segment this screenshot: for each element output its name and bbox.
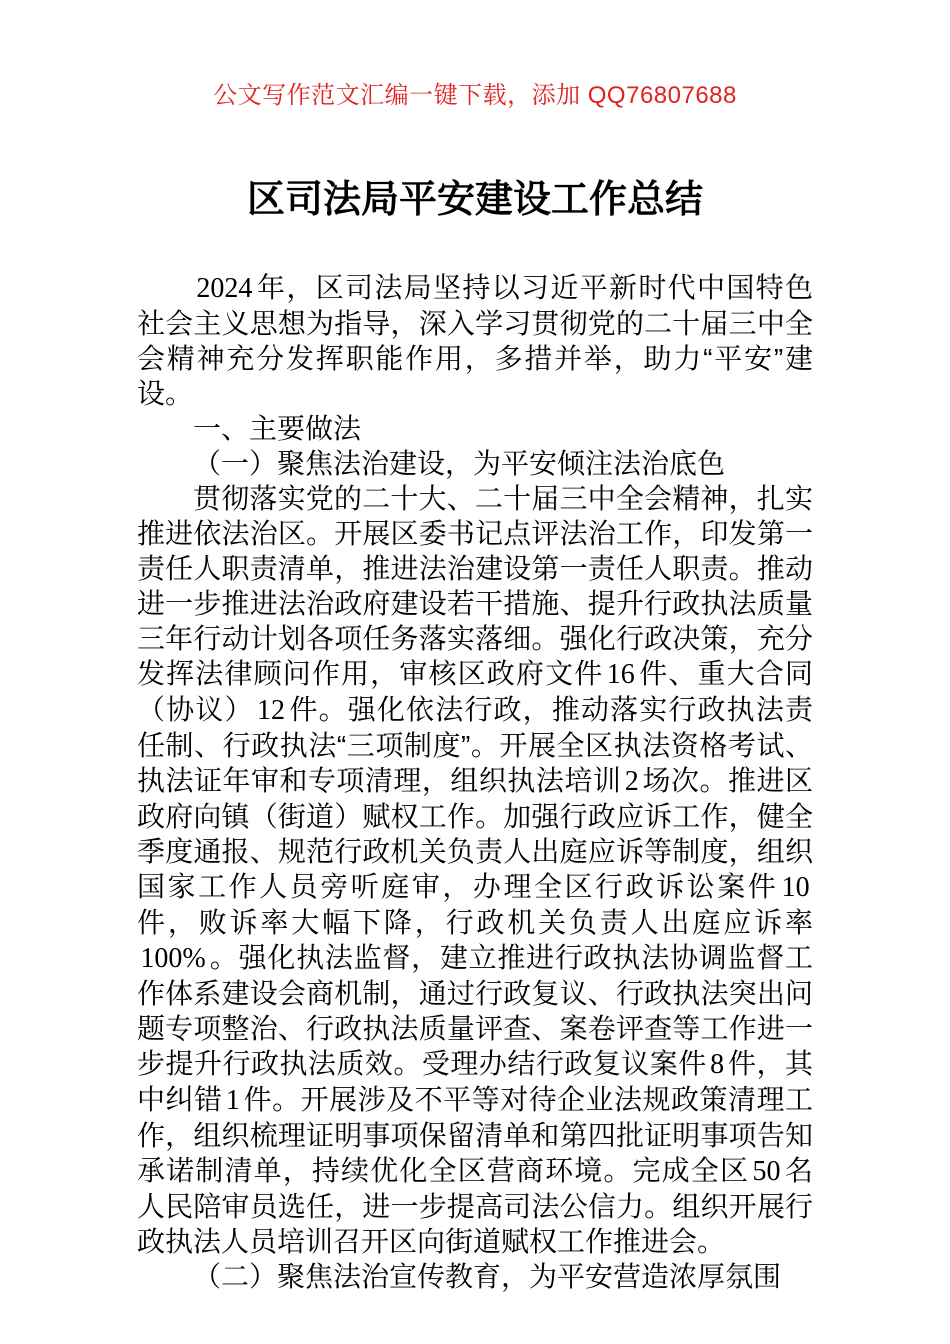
- document-title: 区司法局平安建设工作总结: [246, 179, 703, 221]
- promo-banner-text: 公文写作范文汇编一键下载，添加 QQ76807688: [213, 82, 737, 109]
- subsection-heading-1-1: （一）聚焦法治建设，为平安倾注法治底色: [193, 448, 726, 479]
- section-heading-1: 一、主要做法: [193, 413, 362, 444]
- paragraph-intro: 2024 年，区司法局坚持以习近平新时代中国特色社会主义思想为指导，深入学习贯彻党的二十届三中全会精神充分发挥职能作用，多措并举，助力“平安”建设。: [137, 272, 813, 409]
- document-body: [137, 270, 813, 1294]
- subsection-heading-1-2: （二）聚焦法治宣传教育，为平安营造浓厚氛围: [193, 1261, 782, 1292]
- paragraph-section-1-1: 贯彻落实党的二十大、二十届三中全会精神，扎实推进依法治区。开展区委书记点评法治工作，印发第一责任人职责清单，推进法治建设第一责任人职责。推动进一步推进法治政府建设若干措施、提升行政执法质量三年行动计划各项任务落实落细。强化行政决策，充分发挥法律顾问作用，审核区政府文件 16 件、重大合同（协议） 12 件。强化依法行政，推动落实行政执法责任制、行政执法“三项制度”。开展全区执法资格考试、执法证年审和专项清理，组织执法培训 2 场次。推进区政府向镇（街道）赋权工作。加强行政应诉工作，健全季度通报、规范行政机关负责人出庭应诉等制度，组织国家工作人员旁听庭审，办理全区行政诉讼案件 10件，败诉率大幅下降，行政机关负责人出庭应诉率100% 。强化执法监督，建立推进行政执法协调监督工作体系建设会商机制，通过行政复议、行政执法突出问题专项整治、行政执法质量评查、案卷评查等工作进一步提升行政执法质效。受理办结行政复议案件 8 件，其中纠错 1 件。开展涉及不平等对待企业法规政策清理工作，组织梳理证明事项保留清单和第四批证明事项告知承诺制清单，持续优化全区营商环境。完成全区 50 名人民陪审员选任，进一步提高司法公信力。组织开展行政执法人员培训召开区向街道赋权工作推进会。: [137, 483, 813, 1257]
